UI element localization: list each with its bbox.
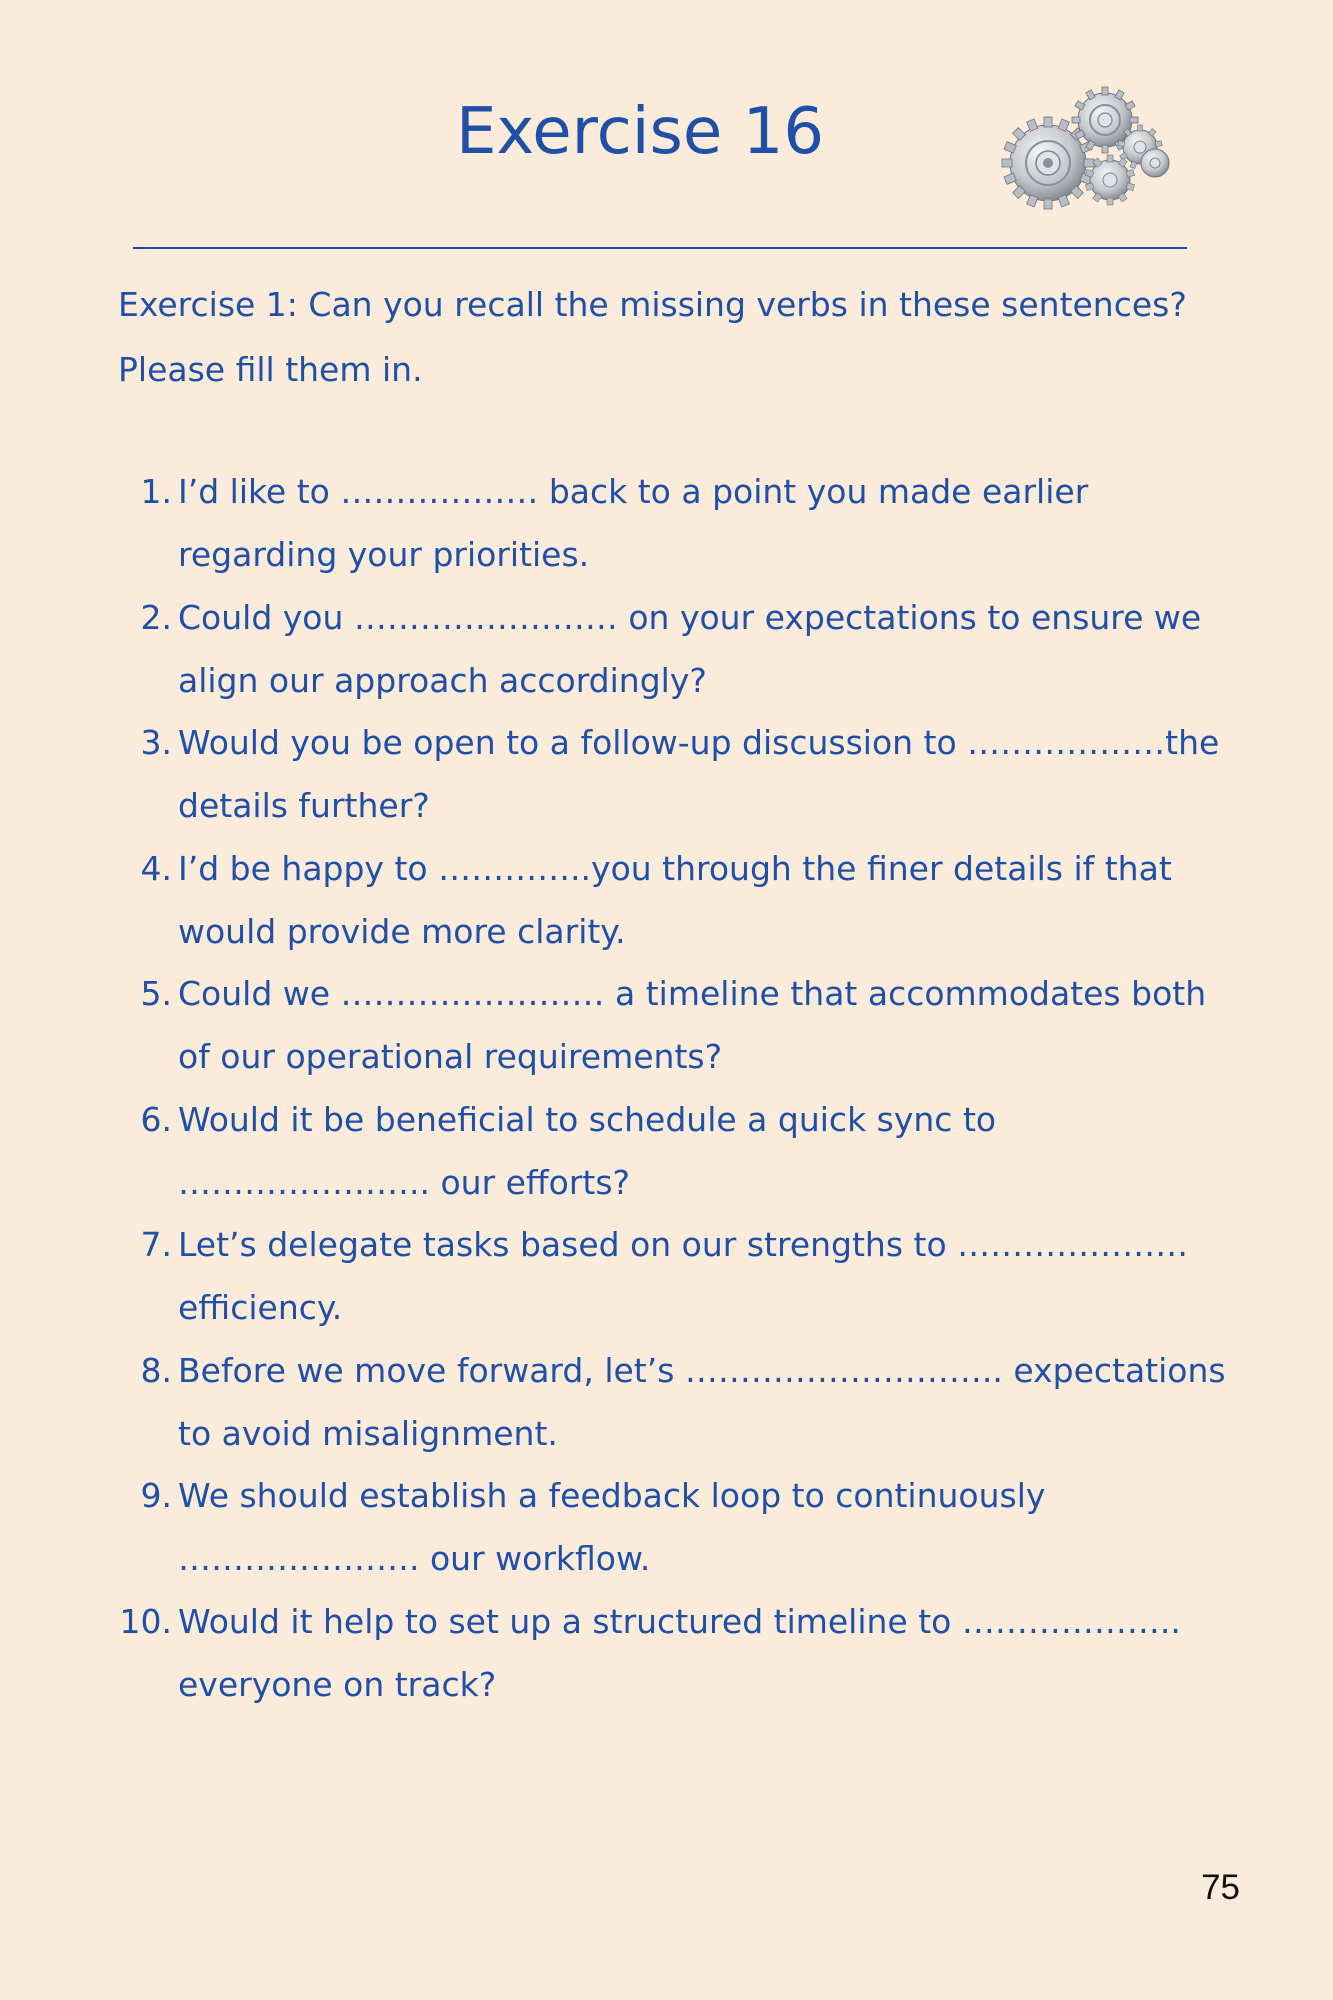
list-item [118,1590,1238,1716]
item-number: 6. [140,1099,172,1139]
item-text: I’d be happy to …………..you through the finer details if that would provide more clarity. [178,848,1172,951]
item-text: Let’s delegate tasks based on our strengths to ………………… efficiency. [178,1225,1189,1327]
page-number: 75 [1201,1868,1240,1907]
item-number: 7. [140,1225,172,1264]
item-text: Could you …………………… on your expectations to ensure we align our approach accordingly? [178,597,1202,700]
item-number: 10. [119,1601,172,1641]
item-number: 9. [140,1476,172,1515]
item-text: We should establish a feedback loop to continuously …………………. our workflow. [178,1476,1046,1578]
item-text: Would it help to set up a structured timeline to ……………….. everyone on track? [178,1601,1181,1704]
item-number: 3. [140,723,172,762]
list-item [118,1088,1238,1214]
list-item [118,1339,1238,1465]
instructions [118,272,1248,402]
list-item [118,1213,1238,1339]
page-title: Exercise 16 [455,95,825,169]
item-text: Could we …………………… a timeline that accommodates both of our operational requirements? [178,974,1207,1076]
item-number: 8. [140,1350,172,1390]
list-item [118,962,1238,1088]
list-item [118,1464,1238,1590]
list-item [118,460,1238,586]
exercise-list [118,460,1238,1715]
item-number: 5. [140,974,172,1013]
item-text: Before we move forward, let’s ……………………….. expectations to avoid misalignment. [178,1350,1226,1453]
item-number: 4. [140,848,172,888]
list-item [118,837,1238,963]
instructions-line-2: Please fill them in. [118,350,423,389]
item-text: Would you be open to a follow-up discussion to ………………the details further? [178,723,1220,825]
instructions-line-1: Exercise 1: Can you recall the missing verbs in these sentences? [118,285,1187,324]
gears-icon [1000,85,1175,215]
list-item [118,586,1238,712]
item-text: I’d like to ……………… back to a point you made earlier regarding your priorities. [178,472,1089,574]
list-item [118,711,1238,837]
item-text: Would it be beneficial to schedule a quick sync to ………………….. our efforts? [178,1099,997,1202]
item-number: 1. [140,472,172,511]
item-number: 2. [140,597,172,637]
title-divider [133,247,1187,249]
